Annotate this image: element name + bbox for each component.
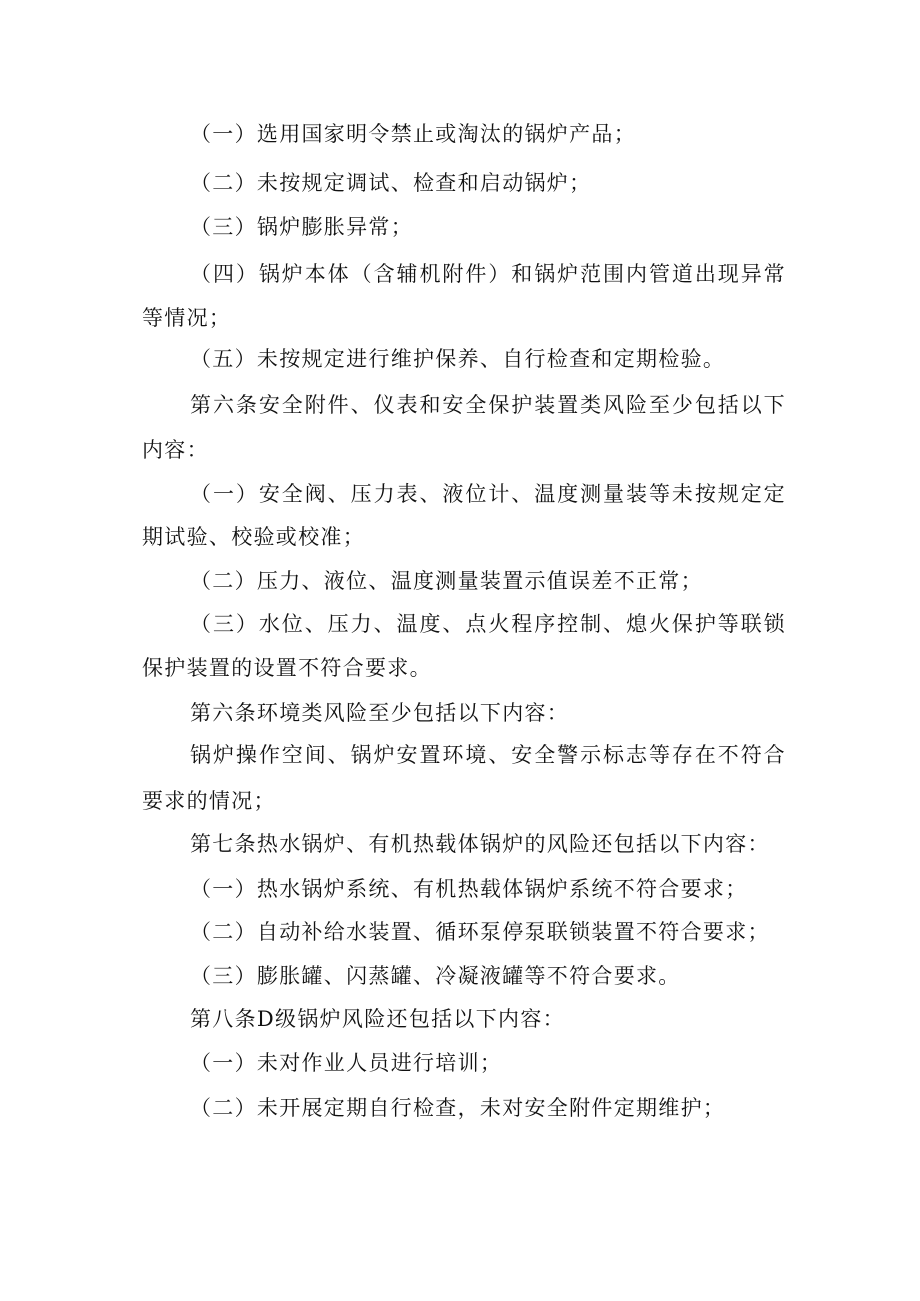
text-line: （二）压力、液位、温度测量装置示值误差不正常； — [190, 569, 703, 593]
text-line: （一）热水锅炉系统、有机热载体锅炉系统不符合要求； — [190, 877, 748, 901]
text-line: （三）锅炉膨胀异常； — [190, 215, 413, 239]
text-line: 等情况； — [142, 306, 232, 330]
text-line: （三）水位、压力、温度、点火程序控制、熄火保护等联锁 — [190, 612, 786, 636]
text-line: 第六条安全附件、仪表和安全保护装置类风险至少包括以下 — [190, 393, 786, 417]
text-line: （二）自动补给水装置、循环泵停泵联锁装置不符合要求； — [190, 920, 770, 944]
text-line: 期试验、校验或校准； — [142, 525, 365, 549]
text-line: （一）未对作业人员进行培训； — [190, 1051, 503, 1075]
text-line: （二）未开展定期自行检查，未对安全附件定期维护； — [190, 1096, 726, 1120]
text-line: 第六条环境类风险至少包括以下内容： — [190, 701, 570, 725]
text-line: 要求的情况； — [142, 789, 276, 813]
text-line: 第八条D级锅炉风险还包括以下内容： — [190, 1007, 565, 1031]
text-line: （四）锅炉本体（含辅机附件）和锅炉范围内管道出现异常 — [190, 262, 786, 286]
text-line: 保护装置的设置不符合要求。 — [142, 656, 432, 680]
text-line: （五）未按规定进行维护保养、自行检查和定期检验。 — [190, 347, 726, 371]
text-line: 锅炉操作空间、锅炉安置环境、安全警示标志等存在不符合 — [190, 743, 786, 767]
text-line: 内容： — [142, 438, 209, 462]
text-line: 第七条热水锅炉、有机热载体锅炉的风险还包括以下内容： — [190, 832, 770, 856]
text-line: （一）安全阀、压力表、液位计、温度测量装等未按规定定 — [190, 482, 786, 506]
text-line: （一）选用国家明令禁止或淘汰的锅炉产品； — [190, 122, 636, 146]
text-line: （二）未按规定调试、检查和启动锅炉； — [190, 171, 592, 195]
text-line: （三）膨胀罐、闪蒸罐、冷凝液罐等不符合要求。 — [190, 964, 681, 988]
